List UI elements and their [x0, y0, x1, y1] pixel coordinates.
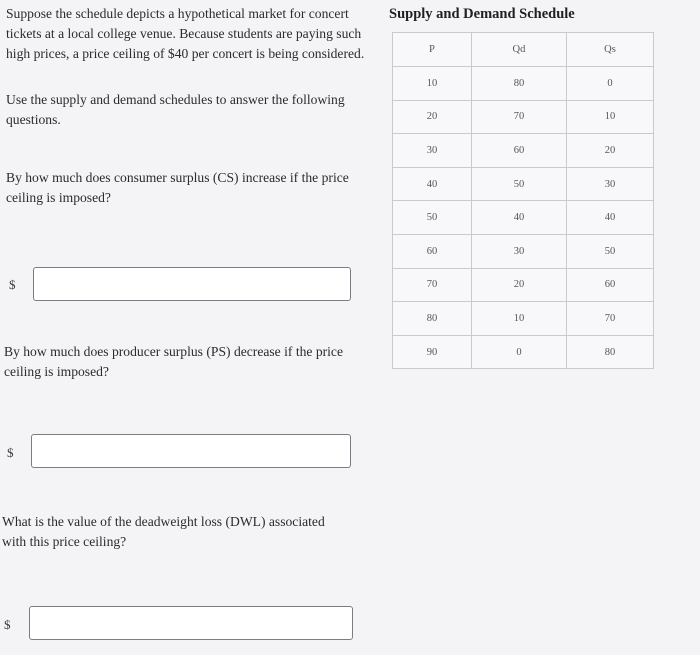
table-row [393, 201, 654, 235]
cell-qd: 80 [471, 67, 566, 101]
cs-answer-input[interactable] [33, 267, 351, 301]
cell-qs: 50 [566, 234, 653, 268]
cell-qd: 50 [471, 167, 566, 201]
currency-symbol: $ [9, 277, 16, 292]
question-cs-text: By how much does consumer surplus (CS) increase if the price ceiling is imposed? [6, 170, 349, 205]
cell-qd: 30 [471, 234, 566, 268]
currency-symbol: $ [4, 617, 11, 632]
cell-price: 90 [393, 335, 472, 369]
cell-qs: 40 [566, 201, 653, 235]
intro-text: Suppose the schedule depicts a hypothetical market for concert tickets at a local college venue. Because students are paying such high prices, a price ceiling of $40 per concert is being considered. [6, 6, 365, 61]
cell-price: 30 [393, 134, 472, 168]
table-row [393, 134, 654, 168]
instructions-text: Use the supply and demand schedules to answer the following questions. [6, 92, 345, 127]
cell-qd: 20 [471, 268, 566, 302]
cell-price: 20 [393, 100, 472, 134]
header-quantity-supplied: Qs [566, 33, 653, 67]
header-quantity-demanded: Qd [471, 33, 566, 67]
table-row [393, 335, 654, 369]
cell-qd: 10 [471, 302, 566, 336]
cell-price: 50 [393, 201, 472, 235]
question-ps-text: By how much does producer surplus (PS) decrease if the price ceiling is imposed? [4, 344, 343, 379]
cell-price: 10 [393, 67, 472, 101]
cell-qs: 20 [566, 134, 653, 168]
cell-price: 80 [393, 302, 472, 336]
cell-qd: 0 [471, 335, 566, 369]
cell-price: 60 [393, 234, 472, 268]
cell-qs: 10 [566, 100, 653, 134]
dwl-answer-input[interactable] [29, 606, 353, 640]
ps-answer-input[interactable] [31, 434, 351, 468]
currency-symbol: $ [7, 445, 14, 460]
cell-qs: 30 [566, 167, 653, 201]
cell-qd: 40 [471, 201, 566, 235]
table-row [393, 67, 654, 101]
cell-qs: 70 [566, 302, 653, 336]
cell-qd: 70 [471, 100, 566, 134]
cell-qs: 0 [566, 67, 653, 101]
table-row [393, 268, 654, 302]
cell-price: 40 [393, 167, 472, 201]
cell-qs: 80 [566, 335, 653, 369]
table-row [393, 167, 654, 201]
table-row [393, 234, 654, 268]
table-header-row [393, 33, 654, 67]
cell-qd: 60 [471, 134, 566, 168]
header-price: P [393, 33, 472, 67]
cell-qs: 60 [566, 268, 653, 302]
schedule-title: Supply and Demand Schedule [389, 6, 575, 22]
question-dwl-text: What is the value of the deadweight loss (DWL) associated with this price ceiling? [2, 514, 325, 549]
cell-price: 70 [393, 268, 472, 302]
supply-demand-table [392, 32, 654, 369]
table-row [393, 100, 654, 134]
table-row [393, 302, 654, 336]
